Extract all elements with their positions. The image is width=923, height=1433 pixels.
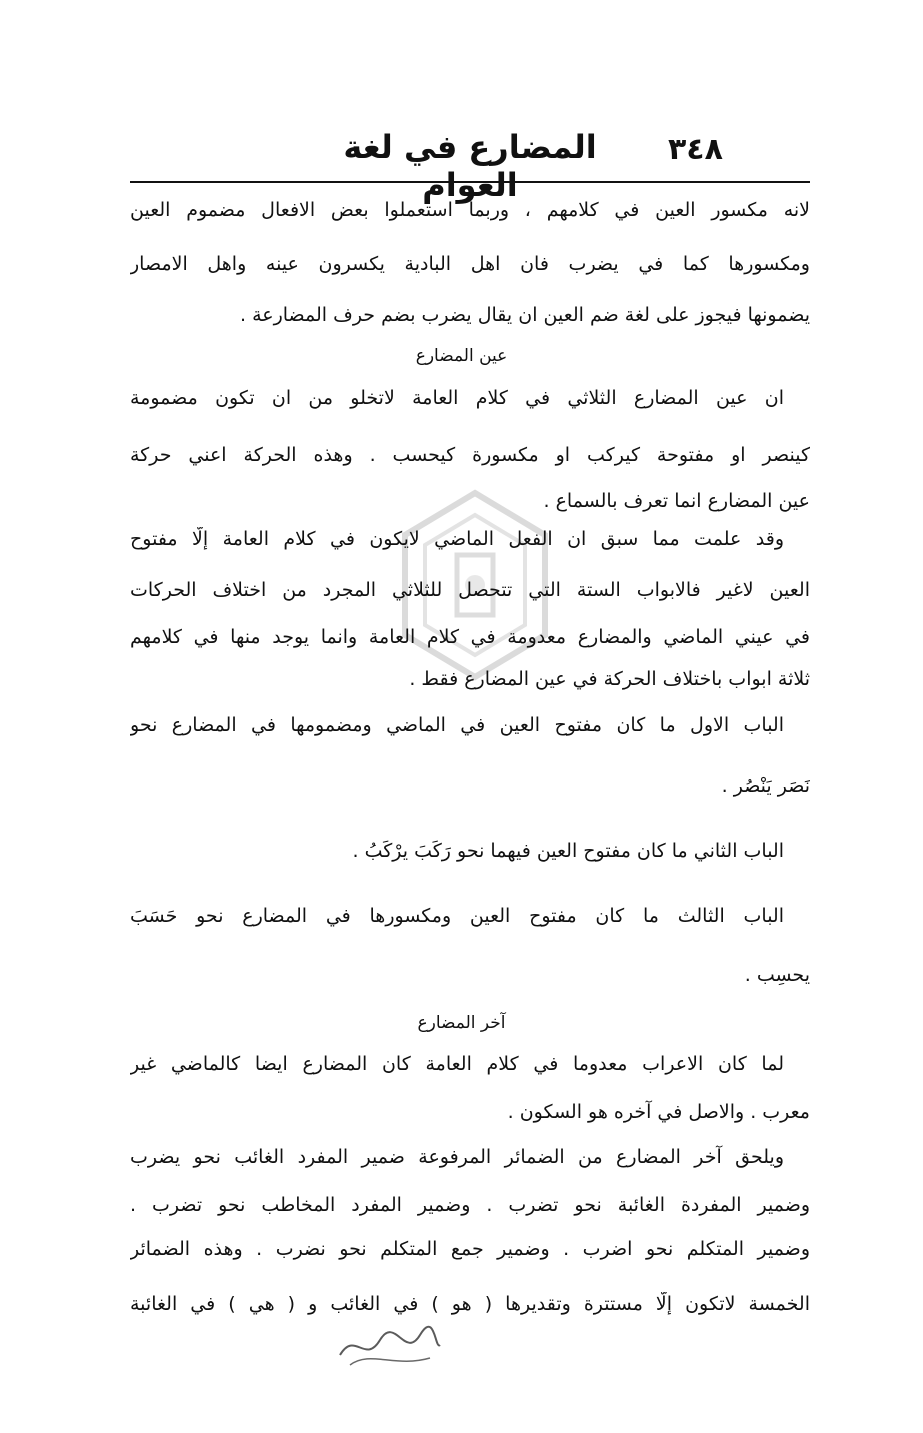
text-line: ان عين المضارع الثلاثي في كلام العامة لاتخلو من ان تكون مضمومة (130, 387, 784, 409)
text-line: نَصَر يَنْصُر . (721, 775, 810, 797)
text-line: يحسِب . (744, 964, 810, 986)
running-title: المضارع في لغة العوام (343, 128, 597, 204)
text-line: وقد علمت مما سبق ان الفعل الماضي لايكون في كلام العامة إلّا مفتوح (130, 528, 784, 550)
page-number: ٣٤٨ (668, 132, 723, 167)
page-header (0, 128, 923, 204)
text-line: وضمير المتكلم نحو اضرب . وضمير جمع المتكلم نحو نضرب . وهذه الضمائر (130, 1238, 810, 1260)
text-line: الباب الثاني ما كان مفتوح العين فيهما نحو رَكَبَ يرْكَبُ . (352, 840, 784, 862)
text-line: ومكسورها كما في يضرب فان اهل البادية يكسرون عينه واهل الامصار (130, 253, 810, 275)
text-line: لما كان الاعراب معدوما في كلام العامة كان المضارع ايضا كالماضي غير (130, 1053, 784, 1075)
section-heading: عين المضارع (415, 346, 508, 366)
header-rule (130, 181, 810, 183)
text-line: يضمونها فيجوز على لغة ضم العين ان يقال يضرب بضم حرف المضارعة . (239, 304, 810, 326)
text-line: ثلاثة ابواب باختلاف الحركة في عين المضارع فقط . (409, 668, 810, 690)
text-line: لانه مكسور العين في كلامهم ، وربما استعملوا بعض الافعال مضموم العين (130, 199, 810, 221)
text-line: العين لاغير فالابواب الستة التي تتحصل للثلاثي المجرد من اختلاف الحركات (130, 579, 810, 601)
text-line: كينصر او مفتوحة كيركب او مكسورة كيحسب . وهذه الحركة اعني حركة (130, 444, 810, 466)
section-heading: آخر المضارع (417, 1013, 506, 1033)
text-line: في عيني الماضي والمضارع معدومة في كلام العامة وانما يوجد منها في كلامهم (130, 626, 810, 648)
text-line: الباب الاول ما كان مفتوح العين في الماضي ومضمومها في المضارع نحو (130, 714, 784, 736)
text-line: عين المضارع انما تعرف بالسماع . (543, 490, 810, 512)
text-line: ويلحق آخر المضارع من الضمائر المرفوعة ضمير المفرد الغائب نحو يضرب (130, 1146, 784, 1168)
handwritten-mark (335, 1320, 445, 1370)
text-line: وضمير المفردة الغائبة نحو تضرب . وضمير المفرد المخاطب نحو تضرب . (130, 1194, 810, 1216)
text-line: الخمسة لاتكون إلّا مستترة وتقديرها ( هو ) في الغائب و ( هي ) في الغائبة (130, 1293, 810, 1315)
text-line: معرب . والاصل في آخره هو السكون . (507, 1101, 810, 1123)
text-line: الباب الثالث ما كان مفتوح العين ومكسورها في المضارع نحو حَسَبَ (130, 905, 784, 927)
